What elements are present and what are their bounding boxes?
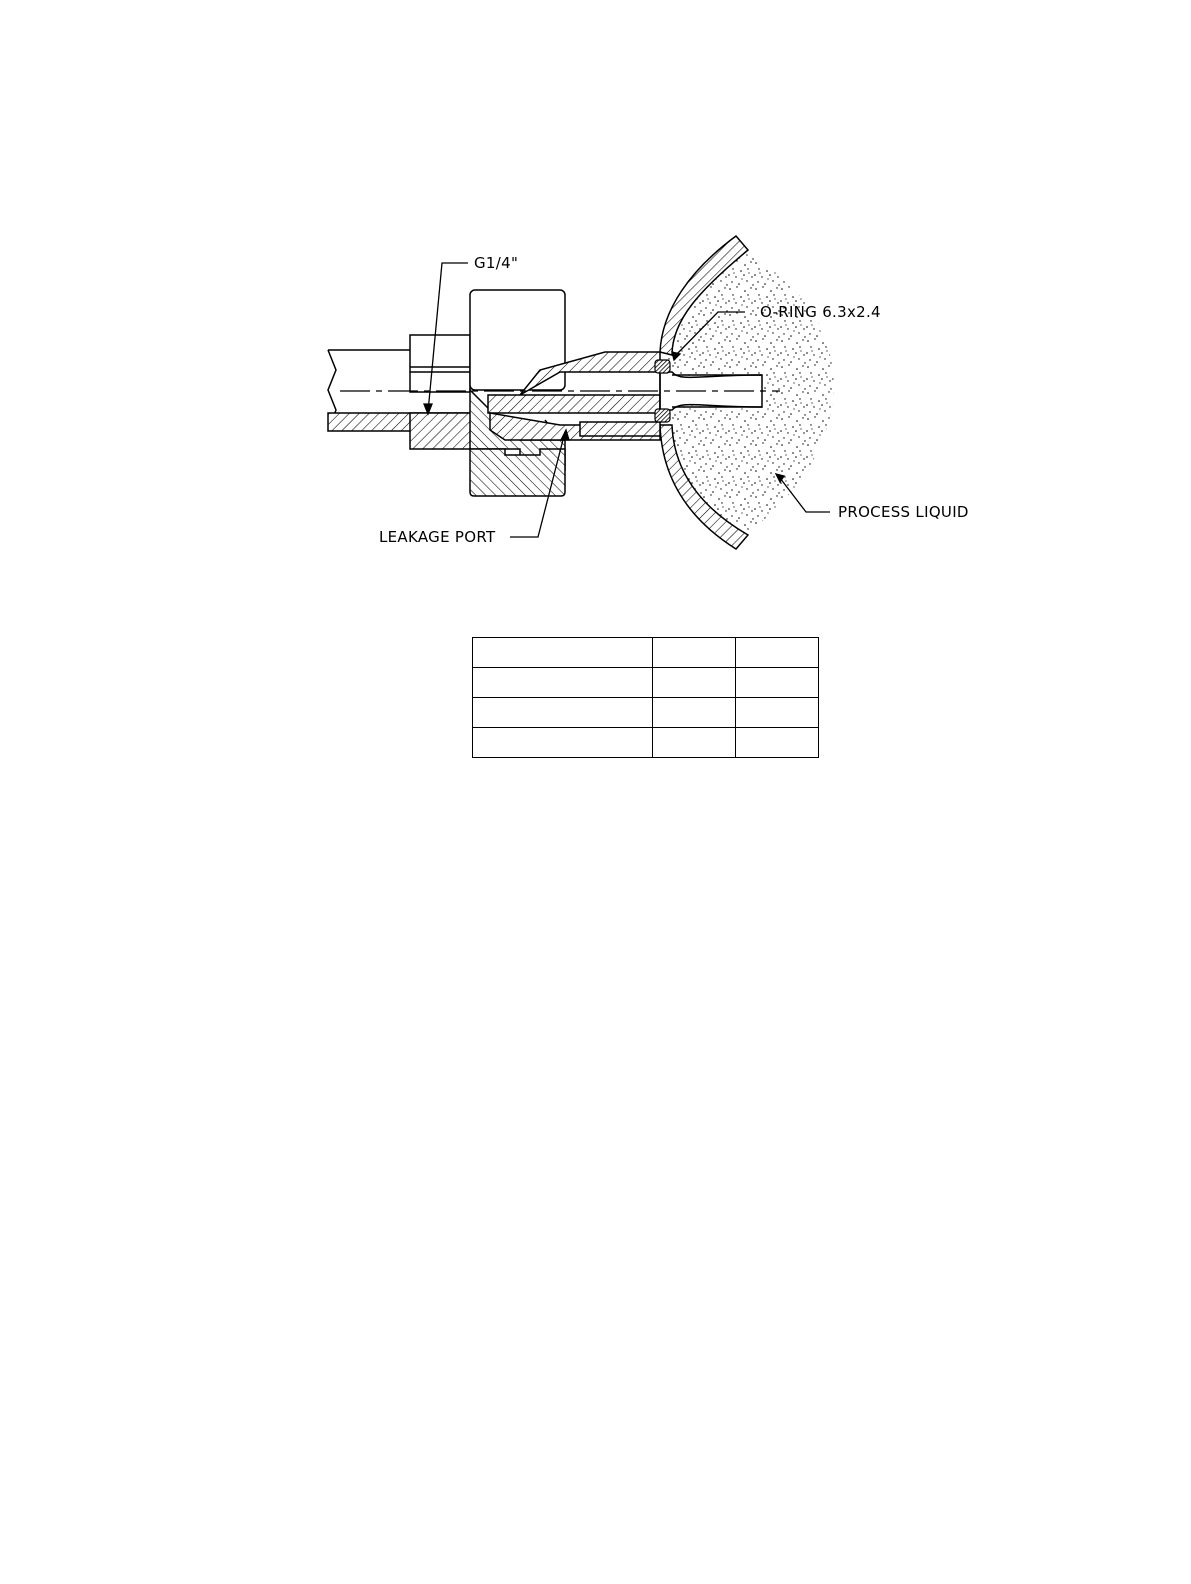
leakage-port-label: LEAKAGE PORT [379, 528, 496, 546]
table-cell [653, 698, 736, 728]
table-cell [473, 638, 653, 668]
table-cell [736, 728, 819, 758]
table-cell [653, 728, 736, 758]
fitting-body [470, 290, 565, 496]
table-row [473, 728, 819, 758]
specification-table [472, 637, 819, 758]
table-row [473, 668, 819, 698]
table-cell [653, 638, 736, 668]
table-cell [736, 698, 819, 728]
table-cell [473, 698, 653, 728]
table-cell [653, 668, 736, 698]
oring-label: O-RING 6.3x2.4 [760, 303, 881, 321]
table-cell [473, 728, 653, 758]
thread-label: G1/4" [474, 254, 519, 272]
table-row [473, 698, 819, 728]
process-liquid-label: PROCESS LIQUID [838, 503, 969, 521]
table-row [473, 638, 819, 668]
table-cell [736, 638, 819, 668]
table-cell [736, 668, 819, 698]
table-cell [473, 668, 653, 698]
